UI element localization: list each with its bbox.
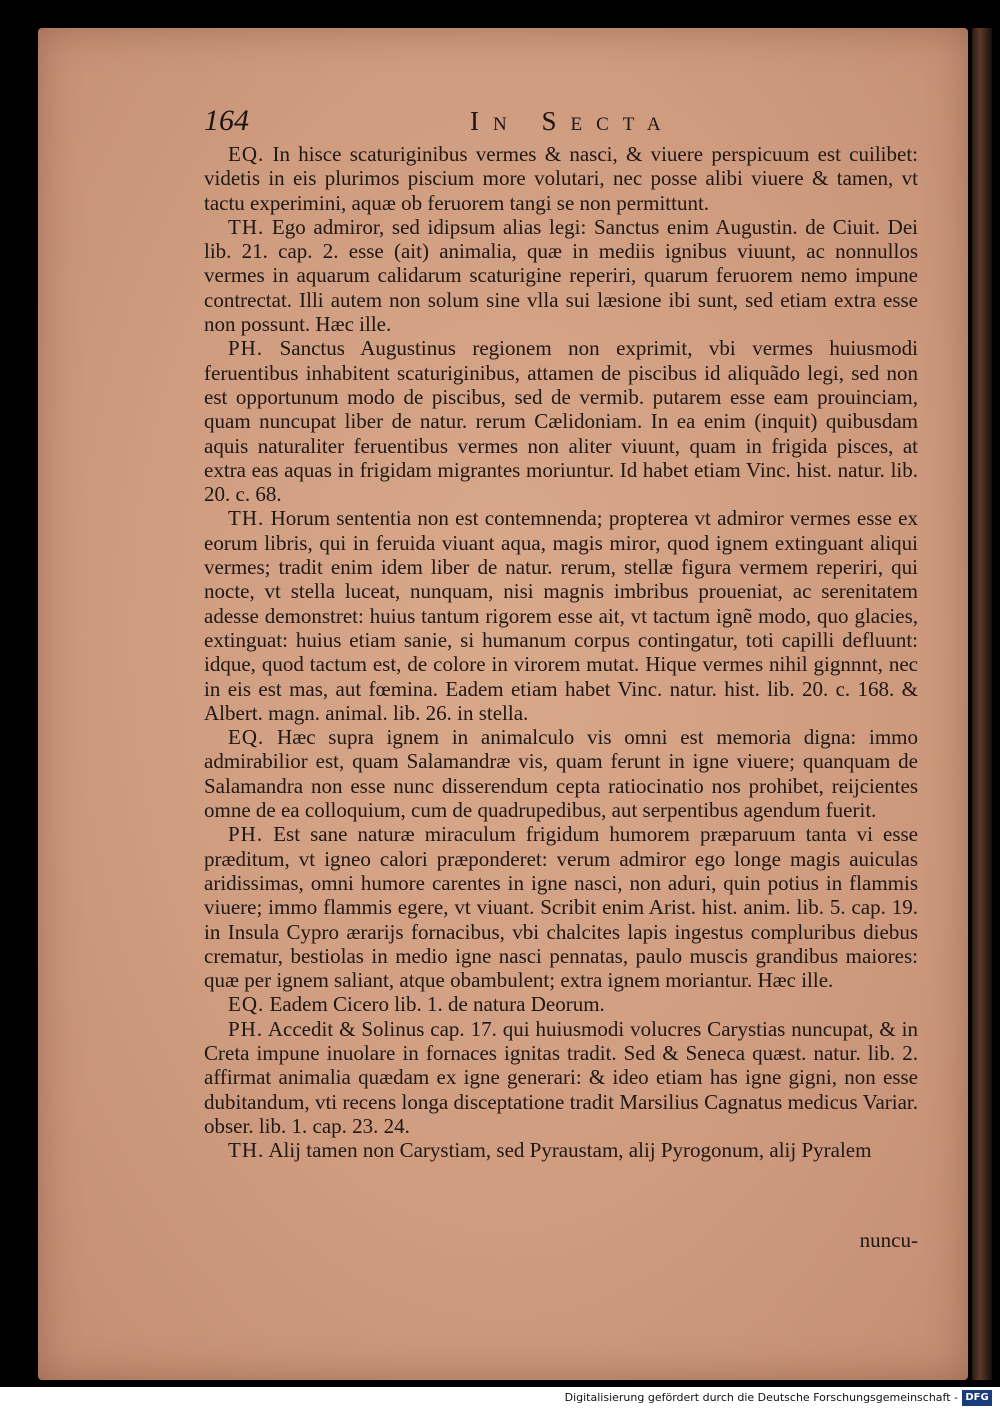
paragraph-text: In hisce scaturiginibus vermes & nasci, & viuere perspicuum est cuilibet: videtis in eis plurimos piscium more volutari, nec posse alibi viuere & tamen, vt tactu experimini, aquæ ob feruorem tangi se non permittunt. — [204, 142, 918, 215]
paragraph-text: Horum sententia non est contemnenda; propterea vt admiror vermes esse ex eorum libris, qui in feruida viuant aqua, magis miror, quod ignem extinguant aliqui vermes; tradit enim idem liber de natur. rerum, stellæ figura vermem reperiri, qui nocte, vt stella luceat, nunquam, nisi magnis imbribus proueniat, ac serenitatem adesse demonstret: huius tantum rigorem esse ait, vt tactum ignẽ modo, quo glacies, extinguat: huius etiam sanie, si humanum corpus contingatur, toti capilli defluunt: idque, quod tactum est, de colore in virorem mutat. Hique vermes nihil gignnnt, nec in eis est mas, aut fœmina. Eadem etiam habet Vinc. natur. hist. lib. 20. c. 168. & Albert. magn. animal. lib. 26. in stella. — [204, 506, 919, 725]
paragraph-text: Eadem Cicero lib. 1. de natura Deorum. — [269, 992, 605, 1017]
dfg-logo[interactable]: DFG — [962, 1390, 992, 1406]
speaker-label: TH. — [228, 1138, 265, 1163]
speaker-label: EQ. — [228, 725, 265, 750]
paragraph-text: Accedit & Solinus cap. 17. qui huiusmodi volucres Carystias nuncupat, & in Creta impune inuolare in fornaces ignitas tradit. Sed & Seneca quæst. natur. lib. 2. affirmat animalia quædam ex igne generari: & ideo etiam has igne gigni, non esse dubitandum, vti recens longa disceptatione tradit Marsilius Cagnatus medicus Variar. obser. lib. 1. cap. 23. 24. — [204, 1016, 918, 1138]
paragraph — [204, 822, 918, 992]
speaker-label: PH. — [228, 1016, 264, 1041]
page-number: 164 — [204, 104, 249, 137]
paragraph — [204, 1017, 918, 1138]
paragraph — [204, 142, 918, 215]
running-head: In Secta — [470, 106, 675, 136]
paragraph — [204, 215, 918, 336]
page-header — [170, 104, 930, 138]
speaker-label: TH. — [228, 506, 265, 531]
paragraph — [204, 336, 918, 506]
paragraph-text: Ego admiror, sed idipsum alias legi: Sanctus enim Augustin. de Ciuit. Dei lib. 21. cap. 2. esse (ait) animalia, quæ in mediis ignibus viuunt, ac nonnullos vermes in aquarum calidarum scaturigine reperiri, quarum feruorem nemo impune contrectat. Illi autem non solum sine vlla sui læsione ibi sunt, sed etiam extra esse non possunt. Hæc ille. — [204, 214, 919, 337]
body-text — [204, 142, 918, 1162]
speaker-label: EQ. — [228, 992, 265, 1017]
funding-notice: Digitalisierung gefördert durch die Deutsche Forschungsgemeinschaft - — [564, 1391, 958, 1404]
paragraph — [204, 725, 918, 822]
paragraph — [204, 992, 918, 1016]
paragraph-text: Sanctus Augustinus regionem non exprimit, vbi vermes huiusmodi feruentibus inhabitent scaturiginibus, attamen de piscibus id aliquãdo legi, sed non est opportunum modo de piscibus, sed de vermib. putarem esse eam prouinciam, quam nuncupat liber de natur. rerum Cælidoniam. In ea enim (inquit) quibusdam aquis naturaliter feruentibus vermes non aliter viuunt, quam in frigida pisces, at extra eas aquas in frigidam migrantes moriuntur. Id habet etiam Vinc. hist. natur. lib. 20. c. 68. — [204, 336, 918, 507]
book-page-edge — [972, 28, 992, 1380]
catchword: nuncu- — [859, 1228, 918, 1252]
speaker-label: TH. — [228, 214, 265, 239]
paragraph — [204, 1138, 918, 1162]
paragraph — [204, 506, 918, 725]
paragraph-text: Est sane naturæ miraculum frigidum humorem præparuum tanta vi esse præditum, vt igneo calori præponderet: verum admiror ego longe magis auiculas aridissimas, omni humore carentes in igne nasci, non aduri, quin potius in flammis viuere; immo flammis egere, vt viuant. Scribit enim Arist. hist. anim. lib. 5. cap. 19. in Insula Cypro ærarijs fornacibus, vbi chalcites lapis ingestus compluribus diebus crematur, bestiolas in medio igne nasci pennatas, paulo muscis grandibus maiores: quæ per ignem saliant, atque obambulent; extra ignem moriantur. Hæc ille. — [204, 822, 919, 993]
speaker-label: PH. — [228, 336, 264, 361]
digitization-footer — [0, 1387, 1000, 1411]
speaker-label: EQ. — [228, 142, 265, 166]
paragraph-text: Hæc supra ignem in animalculo vis omni est memoria digna: immo admirabilior est, quam Salamandræ vis, quam ferunt in igne viuere; quanquam de Salamandra non esse nunc disserendum cepta ratiocinatio nos prohibet, reijcientes omne de ea colloquium, cum de quadrupedibus, aut serpentibus agendum fuerit. — [204, 725, 918, 823]
paragraph-text: Alij tamen non Carystiam, sed Pyraustam, alij Pyrogonum, alij Pyralem — [268, 1138, 872, 1163]
speaker-label: PH. — [228, 822, 264, 847]
